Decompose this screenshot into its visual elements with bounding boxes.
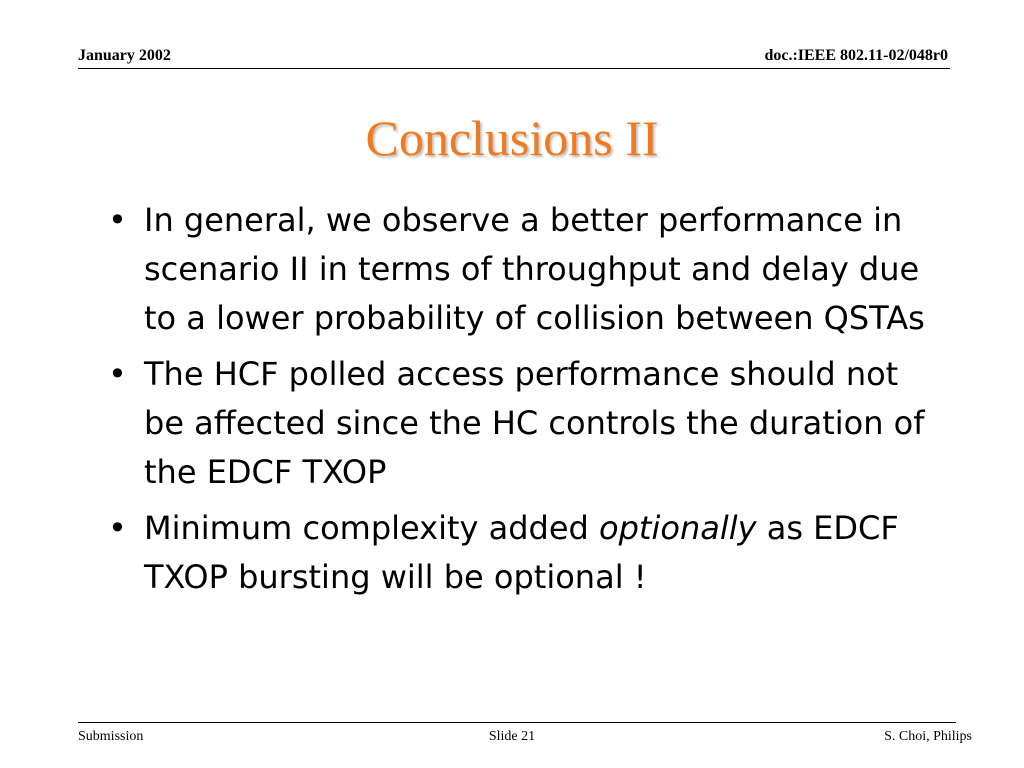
footer-submission: Submission — [78, 729, 144, 744]
slide-title: Conclusions II — [365, 110, 659, 166]
bullet-icon: • — [108, 509, 127, 547]
bullet-list — [108, 196, 948, 609]
bullet-text-emphasis: optionally — [599, 509, 757, 547]
footer-author: S. Choi, Philips — [884, 729, 972, 744]
bullet-item — [108, 504, 948, 602]
bullet-icon: • — [108, 355, 127, 393]
bullet-text-after: as EDCF TXOP bursting will be optional ! — [144, 509, 899, 596]
header-divider — [78, 68, 950, 69]
bullet-item — [108, 196, 948, 343]
footer-divider — [78, 722, 956, 723]
bullet-item — [108, 350, 948, 497]
bullet-text: In general, we observe a better performance in scenario II in terms of throughput and delay due to a lower probability of collision between QSTAs — [144, 201, 925, 337]
header-date: January 2002 — [78, 47, 171, 64]
bullet-text-before: Minimum complexity added — [144, 509, 600, 547]
header-doc-id: doc.:IEEE 802.11-02/048r0 — [764, 47, 948, 64]
bullet-icon: • — [108, 201, 127, 239]
bullet-text — [144, 509, 899, 596]
footer-slide-number: Slide 21 — [488, 729, 536, 744]
bullet-text: The HCF polled access performance should not be affected since the HC controls the duration of the EDCF TXOP — [144, 355, 925, 491]
